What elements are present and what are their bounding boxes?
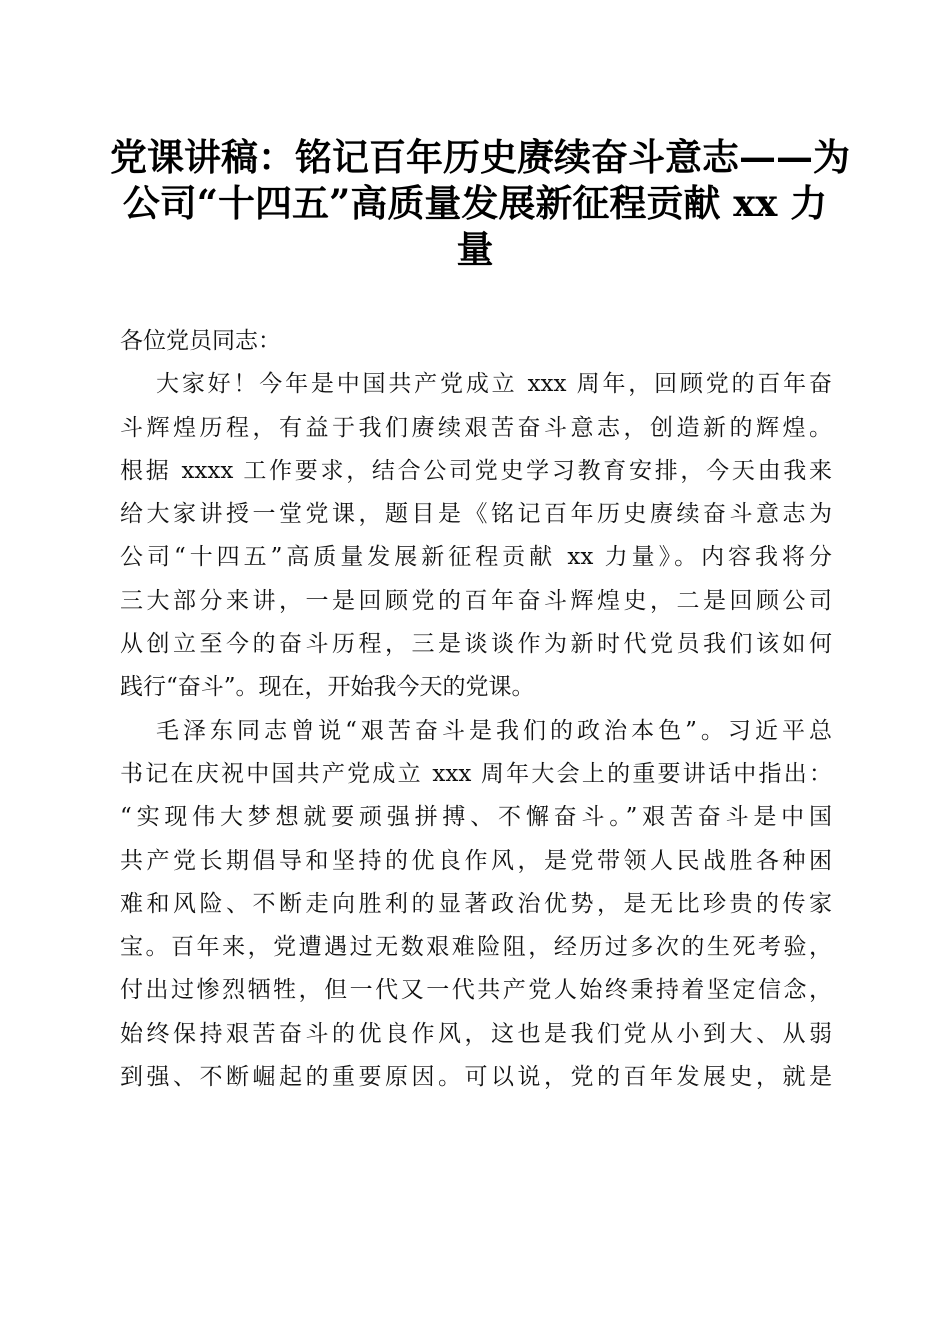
paragraph-1-line: 从创立至今的奋斗历程，三是谈谈作为新时代党员我们该如何 <box>120 631 832 658</box>
paragraph-1-line: 斗辉煌历程，有益于我们赓续艰苦奋斗意志，创造新的辉煌。 <box>120 414 832 441</box>
paragraph-1-line: 践行“奋斗”。现在，开始我今天的党课。 <box>120 674 535 701</box>
paragraph-2-line: 难和风险、不断走向胜利的显著政治优势，是无比珍贵的传家 <box>120 890 832 917</box>
paragraph-2-line: 到强、不断崛起的重要原因。可以说，党的百年发展史，就是 <box>120 1064 832 1091</box>
paragraph-2-line: “实现伟大梦想就要顽强拼搏、不懈奋斗。”艰苦奋斗是中国 <box>120 804 832 831</box>
paragraph-2-line: 付出过惨烈牺牲，但一代又一代共产党人始终秉持着坚定信念， <box>120 977 832 1004</box>
title-line: 量 <box>456 227 494 271</box>
title-line: 党课讲稿：铭记百年历史赓续奋斗意志——为 <box>110 135 850 179</box>
paragraph-1-line: 大家好！今年是中国共产党成立 xxx 周年，回顾党的百年奋 <box>156 371 832 398</box>
title-line: 公司“十四五”高质量发展新征程贡献 xx 力 <box>122 181 828 225</box>
paragraph-2-line: 宝。百年来，党遭遇过无数艰难险阻，经历过多次的生死考验， <box>120 934 832 961</box>
paragraph-1-line: 根据 xxxx 工作要求，结合公司党史学习教育安排，今天由我来 <box>120 457 832 484</box>
document-body <box>120 320 832 1099</box>
document-title <box>110 134 850 272</box>
paragraph-2-line: 共产党长期倡导和坚持的优良作风，是党带领人民战胜各种困 <box>120 847 832 874</box>
paragraph-2-line: 始终保持艰苦奋斗的优良作风，这也是我们党从小到大、从弱 <box>120 1020 832 1047</box>
salutation: 各位党员同志： <box>120 328 281 354</box>
paragraph-1-line: 公司“十四五”高质量发展新征程贡献 xx 力量》。内容我将分 <box>120 544 832 571</box>
paragraph-1-line: 给大家讲授一堂党课，题目是《铭记百年历史赓续奋斗意志为 <box>120 501 832 528</box>
paragraph-2-line: 毛泽东同志曾说“艰苦奋斗是我们的政治本色”。习近平总 <box>156 717 832 744</box>
paragraph-1-line: 三大部分来讲，一是回顾党的百年奋斗辉煌史，二是回顾公司 <box>120 587 832 614</box>
paragraph-2-line: 书记在庆祝中国共产党成立 xxx 周年大会上的重要讲话中指出： <box>120 760 832 787</box>
